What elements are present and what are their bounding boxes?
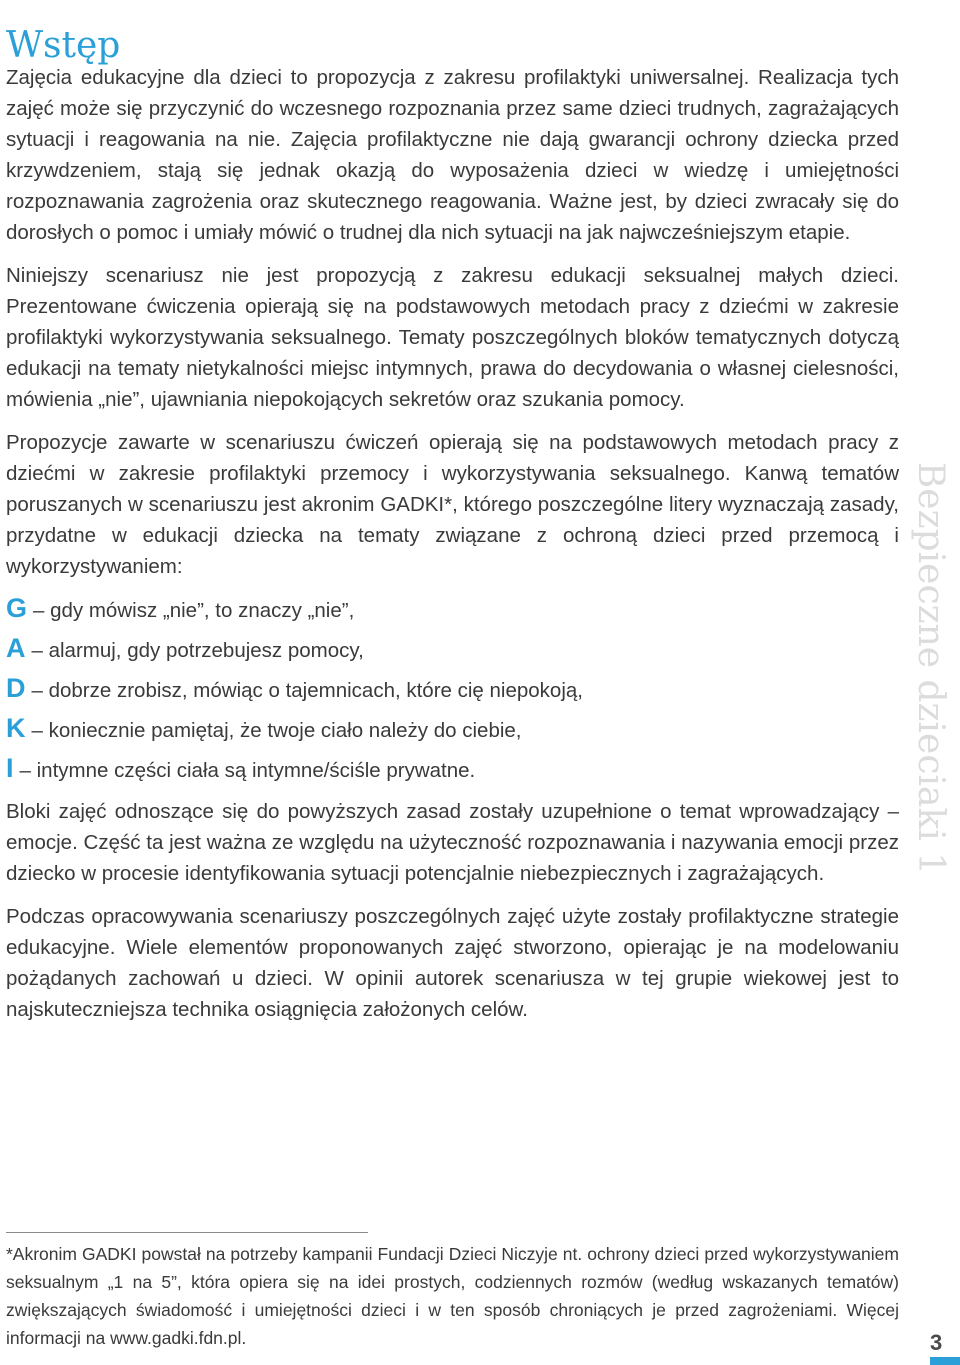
acronym-item-d xyxy=(6,668,899,708)
paragraph-1: Zajęcia edukacyjne dla dzieci to propozycja z zakresu profilaktyki uniwersalnej. Realizacja tych zajęć może się przyczynić do wczesnego rozpoznania przez same dzieci trudnych, zagrażających sytuacji i reagowania na nie. Zajęcia profilaktyczne nie dają gwarancji ochrony dziecka przed krzywdzeniem, stają się jednak okazją do wyposażenia dzieci w wiedzę i umiejętności rozpoznawania zagrożenia oraz skutecznego reagowania. Ważne jest, by dzieci zwracały się do dorosłych o pomoc i umiały mówić o trudnej dla nich sytuacji na jak najwcześniejszym etapie. xyxy=(6,66,899,244)
paragraph-3: Propozycje zawarte w scenariuszu ćwiczeń opierają się na podstawowych metodach pracy z dziećmi w zakresie profilaktyki przemocy i wykorzystywania seksualnego. Kanwą tematów poruszanych w scenariuszu jest akronim GADKI*, którego poszczególne litery wyznaczają zasady, przydatne w edukacji dziecka na tematy związane z ochroną dzieci przed przemocą i wykorzystywaniem: xyxy=(6,431,899,578)
side-title-text: Bezpieczne dzieciaki 1 xyxy=(910,461,952,875)
acronym-item-k xyxy=(6,708,899,748)
acronym-text: – gdy mówisz „nie”, to znaczy „nie”, xyxy=(33,599,355,622)
paragraph-5: Podczas opracowywania scenariuszy poszczególnych zajęć użyte zostały profilaktyczne strategie edukacyjne. Wiele elementów proponowanych zajęć stworzono, opierając je na modelowaniu pożądanych zachowań u dzieci. W opinii autorek scenariusza w tej grupie wiekowej jest to najskuteczniejsza technika osiągnięcia założonych celów. xyxy=(6,905,899,1021)
acronym-letter: I xyxy=(6,753,14,783)
main-content xyxy=(6,62,899,1025)
acronym-letter: A xyxy=(6,633,26,663)
footnote: *Akronim GADKI powstał na potrzeby kampanii Fundacji Dzieci Niczyje nt. ochrony dzieci przed wykorzystywaniem seksualnym „1 na 5”, która opiera się na idei prostych, codziennych rozmów (według wskazanych tematów) zwiększających świadomość i umiejętności dzieci i w ten sposób chroniących je przed zagrożeniami. Więcej informacji na www.gadki.fdn.pl. xyxy=(6,1244,899,1348)
acronym-text: – dobrze zrobisz, mówiąc o tajemnicach, które cię niepokoją, xyxy=(31,679,583,702)
acronym-list xyxy=(6,588,899,788)
acronym-letter: G xyxy=(6,593,28,623)
acronym-item-i xyxy=(6,748,899,788)
acronym-item-a xyxy=(6,628,899,668)
paragraph-4: Bloki zajęć odnoszące się do powyższych zasad zostały uzupełnione o temat wprowadzający – emocje. Część ta jest ważna ze względu na użyteczność rozpoznawania i nazywania emocji przez dziecko w procesie identyfikowania sytuacji potencjalnie niebezpiecznych i zagrażających. xyxy=(6,800,899,885)
paragraph-2: Niniejszy scenariusz nie jest propozycją z zakresu edukacji seksualnej małych dzieci. Prezentowane ćwiczenia opierają się na podstawowych metodach pracy z dziećmi w zakresie profilaktyki wykorzystywania seksualnego. Tematy poszczególnych bloków tematycznych dotyczą edukacji na tematy nietykalności miejsc intymnych, prawa do decydowania o własnej cielesności, mówienia „nie”, ujawniania niepokojących sekretów oraz szukania pomocy. xyxy=(6,264,899,411)
acronym-letter: K xyxy=(6,713,26,743)
page-number-bar xyxy=(930,1357,960,1365)
acronym-text: – intymne części ciała są intymne/ściśle prywatne. xyxy=(19,759,476,782)
acronym-item-g xyxy=(6,588,899,628)
side-title xyxy=(904,461,958,875)
page-number: 3 xyxy=(930,1330,943,1355)
page-title: Wstęp xyxy=(6,25,121,67)
acronym-text: – alarmuj, gdy potrzebujesz pomocy, xyxy=(31,639,364,662)
acronym-letter: D xyxy=(6,673,26,703)
acronym-text: – koniecznie pamiętaj, że twoje ciało należy do ciebie, xyxy=(31,719,522,742)
footnote-divider xyxy=(6,1232,368,1233)
